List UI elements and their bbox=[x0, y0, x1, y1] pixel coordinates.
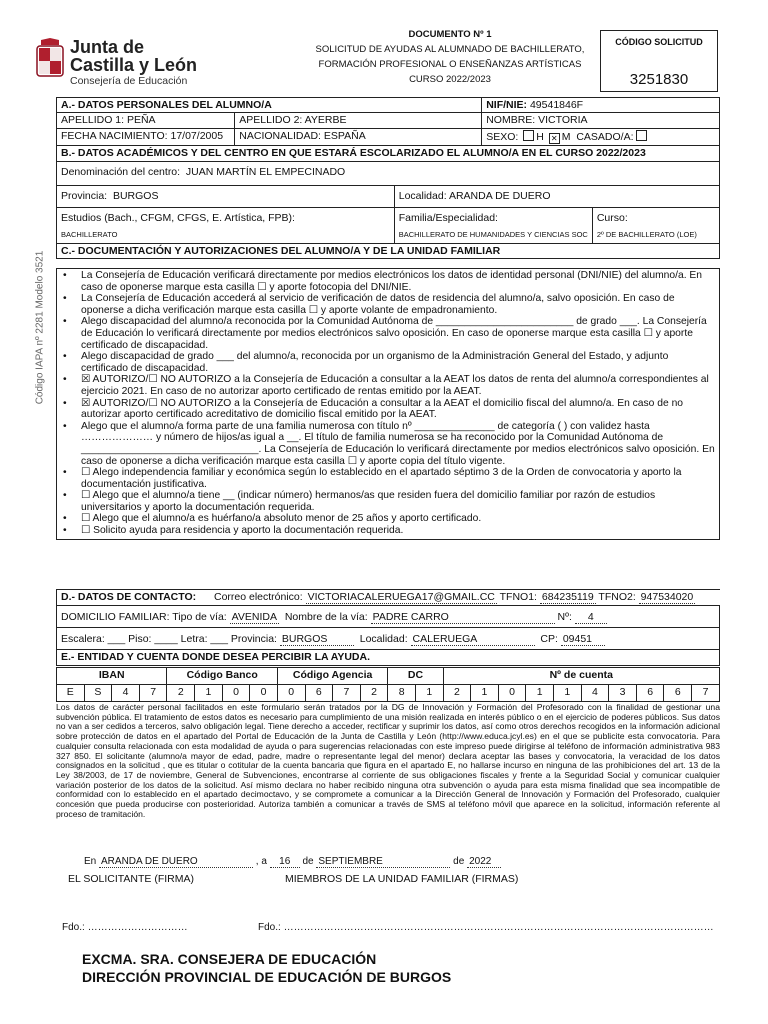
addressee: EXCMA. SRA. CONSEJERA DE EDUCACIÓN DIRECCIÓN PROVINCIAL DE EDUCACIÓN DE BURGOS bbox=[82, 951, 452, 985]
bank-digit-cell[interactable]: 0 bbox=[222, 685, 250, 702]
married-checkbox[interactable] bbox=[636, 130, 647, 141]
contact-row[interactable]: D.- DATOS DE CONTACTO: Correo electrónico: VICTORIACALERUEGA17@GMAIL.CC TFNO1: 684235119 TFNO2: 947534020 bbox=[57, 590, 720, 606]
apellido1-field[interactable]: APELLIDO 1: PEÑA bbox=[57, 113, 235, 129]
section-c-item[interactable]: • La Consejería de Educación accederá al servicio de verificación de datos de residencia del alumno/a, salvo oposición. En caso de oponerse a dicha verificación marque esta casilla ☐ y aporte volante de empadronamiento. bbox=[61, 293, 715, 316]
specialty-field[interactable]: Familia/Especialidad: BACHILLERATO DE HUMANIDADES Y CIENCIAS SOC bbox=[394, 208, 592, 244]
bank-digit-cell[interactable]: 1 bbox=[554, 685, 582, 702]
family-signature-label: MIEMBROS DE LA UNIDAD FAMILIAR (FIRMAS) bbox=[285, 873, 519, 885]
signature-place-date[interactable]: En ARANDA DE DUERO , a 16 de SEPTIEMBRE de 2022 bbox=[84, 856, 501, 868]
bank-digit-cell[interactable]: 6 bbox=[305, 685, 333, 702]
bank-digit-cell[interactable]: 0 bbox=[277, 685, 305, 702]
section-b-title: B.- DATOS ACADÉMICOS Y DEL CENTRO EN QUE ESTARÁ ESCOLARIZADO EL ALUMNO/A EN EL CURSO 2022/2023 bbox=[57, 146, 720, 162]
bank-digit-cell[interactable]: 1 bbox=[526, 685, 554, 702]
section-d-title: D.- DATOS DE CONTACTO: bbox=[61, 591, 197, 603]
bank-digit-cell[interactable]: 8 bbox=[388, 685, 416, 702]
bank-digit-cell[interactable]: 7 bbox=[333, 685, 361, 702]
logo-subtitle: Consejería de Educación bbox=[70, 75, 188, 87]
section-c-item[interactable]: • ☐ Alego independencia familiar y económica según lo establecido en el apartado séptimo 3 de la Orden de convocatoria y aporto la documentación justificativa. bbox=[61, 467, 715, 490]
bank-account-table bbox=[56, 667, 720, 702]
request-code-box bbox=[600, 30, 718, 92]
section-c-item[interactable]: • ☒ AUTORIZO/☐ NO AUTORIZO a la Consejería de Educación a consultar a la AEAT los datos de renta del alumno/a correspondientes al ejercicio 2021. En caso de no autorizar aporto certificado de rentas emitido por la AEAT. bbox=[61, 374, 715, 397]
family-fdo[interactable]: Fdo.: ………………………………………………………………………………………………………………… bbox=[258, 922, 714, 933]
bank-digit-cell[interactable]: 6 bbox=[636, 685, 664, 702]
bank-digit-cell[interactable]: 0 bbox=[498, 685, 526, 702]
legal-notice: Los datos de carácter personal facilitados en este formulario serán tratados por la DG de Innovación y Formación del Profesorado con la finalidad de gestionar una subvención pública. El tratamiento de estos datos es necesario para cumplimiento de una misión realizada en interés público o en el ejercicio de poderes públicos. Sus datos no van a ser cedidos a terceros, salvo obligación legal. Tiene derecho a acceder, rectificar y suprimir los datos, así como otros derechos recogidos en la información adicional sobre protección de datos en el apartado del Portal de Educación de la Junta de Castilla y León (http://www.educa.jcyl.es) en el que se publicite esta convocatoria. Para cualquier consulta relacionada con esta modalidad de ayuda o para sugerencias relacionadas con este impreso puede dirigirse al teléfono de información administrativa 983 327 850. El solicitante (alumno/a mayor de edad, padre, madre o representante legal del menor) declara aceptar las bases y convocatoria, la veracidad de los datos consignados en la solicitud , que es titular o cotitular de la cuenta bancaria que figura en el apartado E, no hallarse incurso en ninguna de las prohibiciones del art. 13 de la Ley 38/2003, de 17 de noviembre, General de Subvenciones, encontrarse al corriente de sus obligaciones fiscales y frente a la Seguridad Social y comunicar cualquier variación posterior de los datos de la solicitud. Así mismo declara no haber recibido ninguna otra subvención o ayuda para esta misma finalidad que sea incompatible de conformidad con lo establecido en el apartado decimoctavo, y se compromete a comunicar a la Dirección General de Innovación y Formación del Profesorado, cualquier concesión que pueda producirse con posterioridad. Autoriza también a comunicar a través de SMS al teléfono móvil que aparece en la solicitud, información referente al proceso de tramitación. bbox=[56, 702, 720, 819]
bank-digit-cell[interactable]: 6 bbox=[664, 685, 692, 702]
section-c-item[interactable]: • Alego que el alumno/a forma parte de una familia numerosa con título nº ______________ de categoría ( ) con validez hasta ………………… y número de hijos/as igual a __. El título de familia numerosa se ha reconocido por la Comunidad Autónoma de _______________________________. La Consejería de Educación lo verificará directamente por medios electrónicos salvo oposición. En caso de oponerse a dicha verificación marque esta casilla ☐ y aporte copia del título vigente. bbox=[61, 421, 715, 467]
section-c-list bbox=[56, 268, 720, 540]
course-field[interactable]: Curso: 2º DE BACHILLERATO (LOE) bbox=[592, 208, 719, 244]
bank-digit-cell[interactable]: 4 bbox=[112, 685, 140, 702]
phone2-value[interactable]: 947534020 bbox=[640, 591, 694, 603]
bank-digit-cell[interactable]: 0 bbox=[250, 685, 278, 702]
bank-digit-cell[interactable]: 2 bbox=[360, 685, 388, 702]
bank-digit-cell[interactable]: 7 bbox=[692, 685, 720, 702]
request-code-label: CÓDIGO SOLICITUD bbox=[615, 37, 703, 47]
logo-emblem bbox=[35, 38, 65, 80]
nombre-field[interactable]: NOMBRE: VICTORIA bbox=[482, 113, 720, 129]
logo-title: Junta de Castilla y León bbox=[70, 37, 198, 75]
bank-header-cell: DC bbox=[388, 668, 443, 685]
section-c-item[interactable]: • Alego discapacidad de grado ___ del alumno/a, reconocida por un organismo de la Administración General del Estado, y adjunto certificado de discapacidad. bbox=[61, 351, 715, 374]
bank-digit-cell[interactable]: 2 bbox=[167, 685, 195, 702]
applicant-fdo[interactable]: Fdo.: ………………………… bbox=[62, 922, 188, 933]
sex-m-checkbox[interactable]: ✕ bbox=[549, 133, 560, 144]
bank-digit-cell[interactable]: 1 bbox=[195, 685, 223, 702]
birthdate-field[interactable]: FECHA NACIMIENTO: 17/07/2005 bbox=[57, 129, 235, 146]
studies-field[interactable]: Estudios (Bach., CFGM, CFGS, E. Artística, FPB): BACHILLERATO bbox=[57, 208, 395, 244]
nationality-field[interactable]: NACIONALIDAD: ESPAÑA bbox=[235, 129, 482, 146]
section-c-item[interactable]: • ☒ AUTORIZO/☐ NO AUTORIZO a la Consejería de Educación a consultar a la AEAT el domicilio fiscal del alumno/a. En caso de no autorizar aporto certificado acreditativo de domicilio fiscal emitido por la AEAT. bbox=[61, 398, 715, 421]
address-row-2[interactable]: Escalera: ___ Piso: ____ Letra: ___ Provincia: BURGOS Localidad: CALERUEGA CP: 09451 bbox=[57, 628, 720, 650]
section-c-item[interactable]: • ☐ Solicito ayuda para residencia y aporto la documentación requerida. bbox=[61, 525, 715, 537]
bank-digit-cell[interactable]: S bbox=[84, 685, 112, 702]
phone1-value[interactable]: 684235119 bbox=[541, 591, 594, 603]
section-c-item[interactable]: • La Consejería de Educación verificará directamente por medios electrónicos los datos de identidad personal (DNI/NIE) del alumno/a. En caso de oponerse marque esta casilla ☐ y aporte fotocopia del DNI/NIE. bbox=[61, 270, 715, 293]
apellido2-field[interactable]: APELLIDO 2: AYERBE bbox=[235, 113, 482, 129]
document-heading: DOCUMENTO Nº 1 SOLICITUD DE AYUDAS AL ALUMNADO DE BACHILLERATO, FORMACIÓN PROFESIONAL O ENSEÑANZAS ARTÍSTICAS CURSO 2022/2023 bbox=[315, 29, 585, 85]
applicant-signature-label: EL SOLICITANTE (FIRMA) bbox=[68, 873, 195, 885]
bank-digit-cell[interactable]: 7 bbox=[139, 685, 167, 702]
bank-digit-cell[interactable]: E bbox=[57, 685, 85, 702]
side-code-text: Código IAPA nº 2281 Modelo 3521 bbox=[34, 250, 46, 405]
bank-header-cell: Nº de cuenta bbox=[443, 668, 719, 685]
bank-digit-cell[interactable]: 4 bbox=[581, 685, 609, 702]
section-c-item[interactable]: • ☐ Alego que el alumno/a es huérfano/a absoluto menor de 25 años y aporto certificado. bbox=[61, 513, 715, 525]
request-code-value[interactable]: 3251830 bbox=[629, 71, 689, 88]
school-province-field[interactable]: Provincia: BURGOS bbox=[57, 186, 395, 208]
sex-h-checkbox[interactable] bbox=[523, 130, 534, 141]
section-c-item[interactable]: • ☐ Alego que el alumno/a tiene __ (indicar número) hermanos/as que residen fuera del domicilio familiar por razón de estudios universitarios y aporto la documentación requerida. bbox=[61, 490, 715, 513]
bank-digit-cell[interactable]: 3 bbox=[609, 685, 637, 702]
email-value[interactable]: VICTORIACALERUEGA17@GMAIL.CC bbox=[307, 591, 495, 603]
nif-field[interactable]: NIF/NIE: 49541846F bbox=[482, 98, 720, 113]
section-c-item[interactable]: • Alego discapacidad del alumno/a reconocida por la Comunidad Autónoma de ________________________ de grado ___. La Consejería de Educación lo verificará directamente por medios electrónicos salvo oposición. En caso de oponerse marque esta casilla ☐ y aporte certificado de discapacidad. bbox=[61, 316, 715, 351]
bank-digit-cell[interactable]: 1 bbox=[471, 685, 499, 702]
school-name-field[interactable]: Denominación del centro: JUAN MARTÍN EL EMPECINADO bbox=[57, 162, 720, 186]
section-a-title: A.- DATOS PERSONALES DEL ALUMNO/A bbox=[57, 98, 482, 113]
bank-header-cell: IBAN bbox=[57, 668, 167, 685]
bank-digit-cell[interactable]: 2 bbox=[443, 685, 471, 702]
bank-digit-cell[interactable]: 1 bbox=[415, 685, 443, 702]
section-c-title: C.- DOCUMENTACIÓN Y AUTORIZACIONES DEL ALUMNO/A Y DE LA UNIDAD FAMILIAR bbox=[57, 244, 720, 259]
bank-header-cell: Código Agencia bbox=[277, 668, 387, 685]
address-row[interactable]: DOMICILIO FAMILIAR: Tipo de vía: AVENIDA Nombre de la vía: PADRE CARRO Nº: 4 bbox=[57, 606, 720, 628]
school-locality-field[interactable]: Localidad: ARANDA DE DUERO bbox=[394, 186, 719, 208]
sex-married-field[interactable]: SEXO: H ✕ M CASADO/A: bbox=[482, 129, 720, 146]
coat-of-arms-icon bbox=[35, 38, 65, 80]
bank-header-cell: Código Banco bbox=[167, 668, 277, 685]
section-e-title: E.- ENTIDAD Y CUENTA DONDE DESEA PERCIBIR LA AYUDA. bbox=[57, 650, 720, 666]
